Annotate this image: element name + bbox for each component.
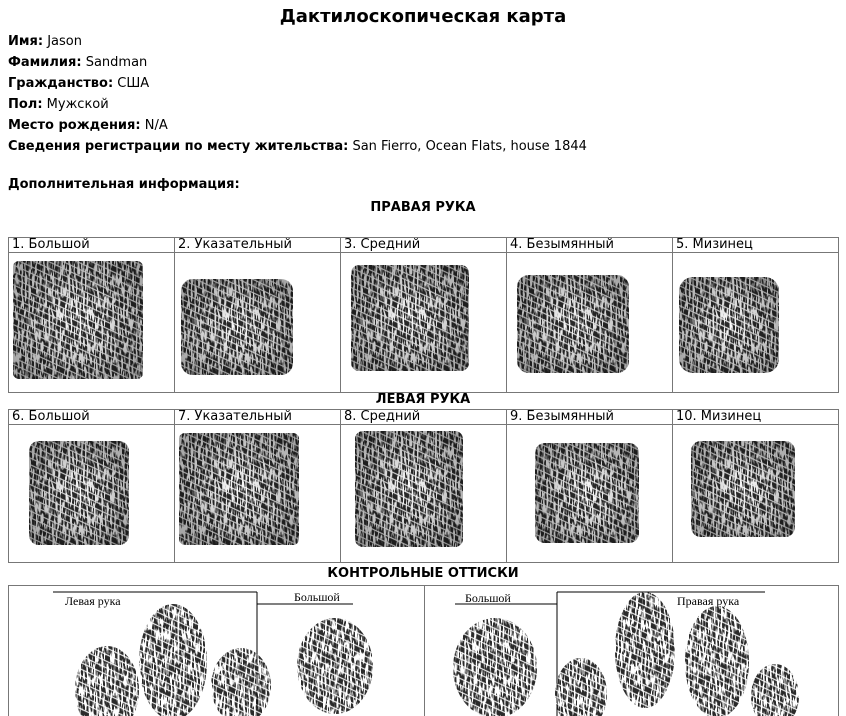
field-gender: Пол: Мужской	[8, 97, 109, 112]
personal-details	[8, 31, 587, 157]
finger-caption: 5. Мизинец	[673, 238, 839, 253]
field-registration-address: Сведения регистрации по месту жительства: San Fierro, Ocean Flats, house 1844	[8, 139, 587, 154]
fingerprint-image	[175, 253, 341, 393]
right-hand-table	[8, 237, 839, 393]
fingerprint-image	[507, 425, 673, 563]
finger-caption: 7. Указательный	[175, 410, 341, 425]
control-impressions-box	[8, 585, 839, 716]
control-right-hand-label: Правая рука	[677, 594, 740, 608]
fingerprint-image	[507, 253, 673, 393]
field-citizenship: Гражданство: США	[8, 76, 150, 91]
fingerprint-image	[341, 253, 507, 393]
field-last-name: Фамилия: Sandman	[8, 55, 148, 70]
control-impressions-heading: КОНТРОЛЬНЫЕ ОТТИСКИ	[327, 566, 519, 581]
fingerprint-image	[673, 253, 839, 393]
finger-caption: 4. Безымянный	[507, 238, 673, 253]
fingerprint-image	[9, 425, 175, 563]
right-hand-heading: ПРАВАЯ РУКА	[370, 200, 476, 215]
control-right-thumb-label: Большой	[465, 591, 511, 605]
fingerprint-image	[341, 425, 507, 563]
fingerprint-image	[9, 253, 175, 393]
left-hand-table	[8, 409, 839, 563]
field-birthplace: Место рождения: N/A	[8, 118, 168, 133]
finger-caption: 1. Большой	[9, 238, 175, 253]
left-hand-heading: ЛЕВАЯ РУКА	[375, 392, 471, 407]
field-first-name: Имя: Jason	[8, 34, 82, 49]
control-right-panel	[425, 586, 839, 716]
finger-caption: 10. Мизинец	[673, 410, 839, 425]
control-left-thumb-label: Большой	[294, 590, 340, 604]
control-left-hand-label: Левая рука	[65, 594, 121, 608]
finger-caption: 3. Средний	[341, 238, 507, 253]
finger-caption: 2. Указательный	[175, 238, 341, 253]
additional-info-label: Дополнительная информация:	[8, 177, 240, 192]
finger-caption: 8. Средний	[341, 410, 507, 425]
page-title: Дактилоскопическая карта	[279, 6, 567, 27]
control-left-panel	[9, 586, 424, 716]
finger-caption: 9. Безымянный	[507, 410, 673, 425]
fingerprint-image	[673, 425, 839, 563]
fingerprint-image	[175, 425, 341, 563]
finger-caption: 6. Большой	[9, 410, 175, 425]
